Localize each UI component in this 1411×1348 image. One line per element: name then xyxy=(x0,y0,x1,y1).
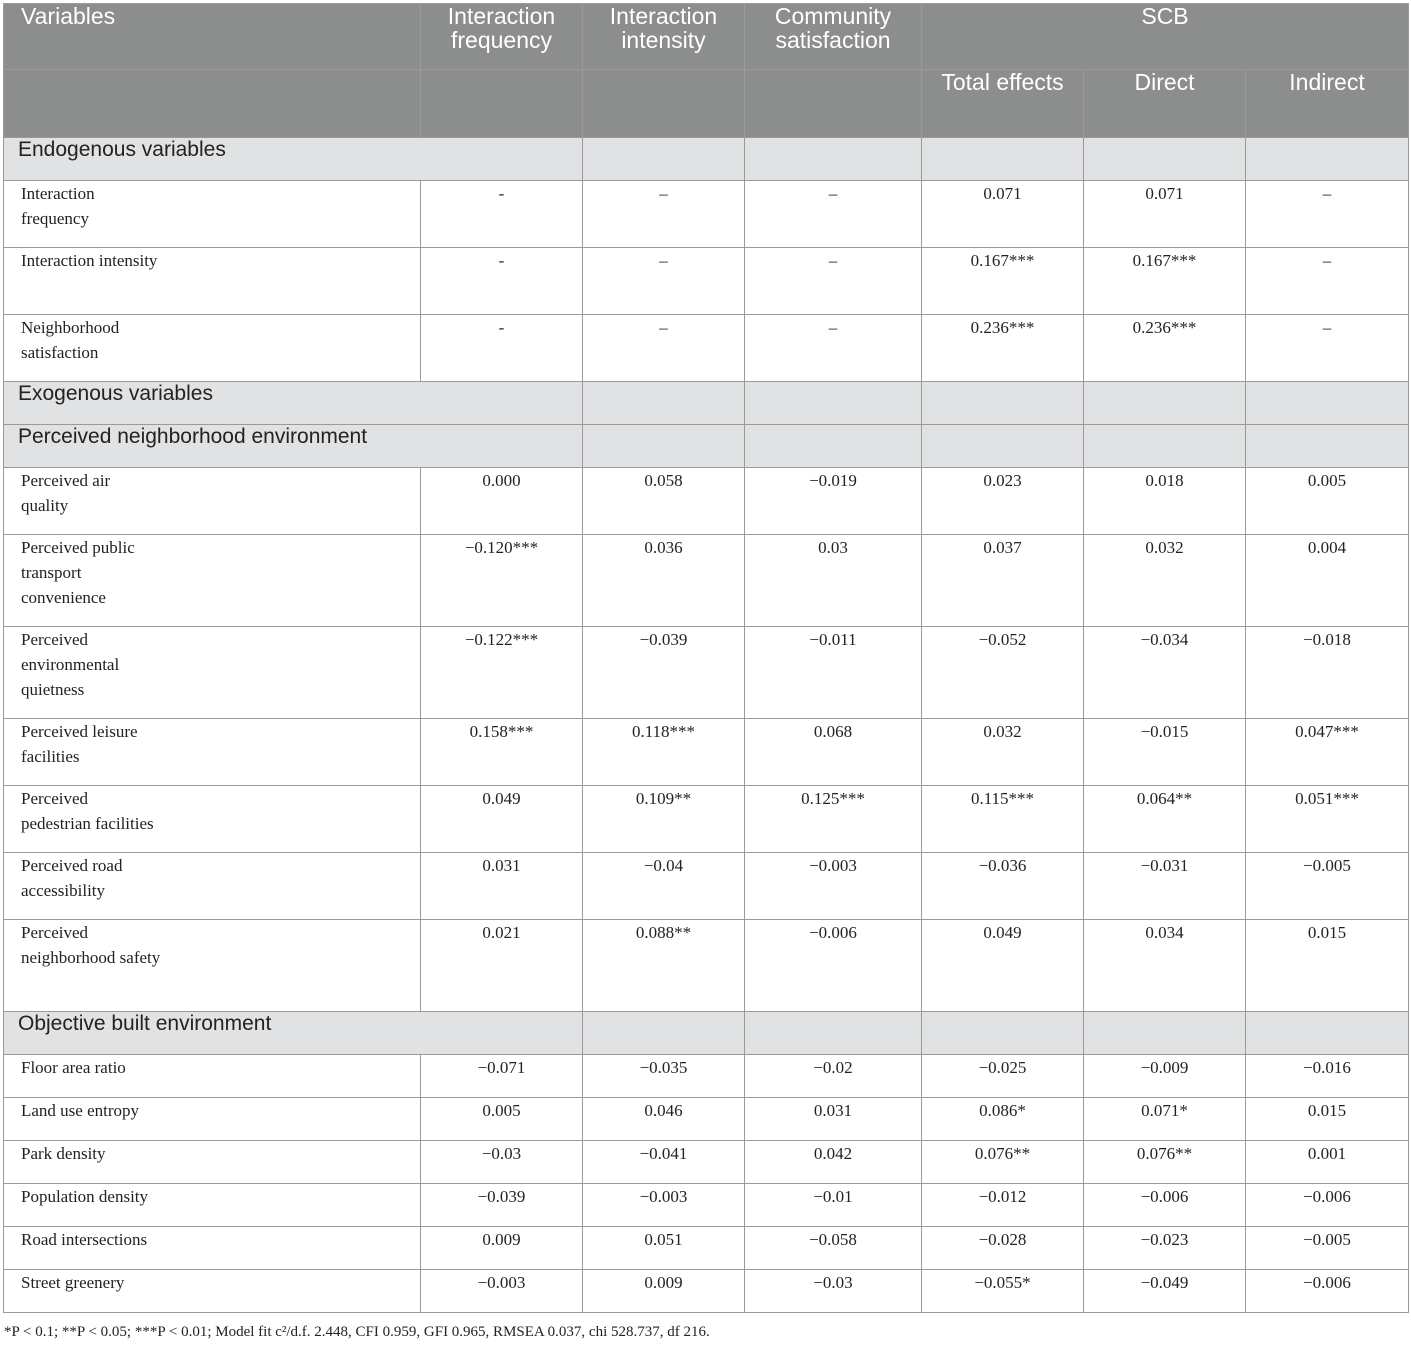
table-cell: −0.034 xyxy=(1084,627,1246,719)
table-cell: 0.064** xyxy=(1084,786,1246,853)
table-cell: 0.049 xyxy=(922,920,1084,1012)
table-row xyxy=(4,535,1409,627)
table-cell: −0.005 xyxy=(1246,1227,1409,1270)
table-cell: −0.036 xyxy=(922,853,1084,920)
table-cell: 0.071 xyxy=(922,181,1084,248)
table-cell: – xyxy=(583,248,745,315)
row-label-text: Perceived leisure facilities xyxy=(21,722,138,766)
row-label xyxy=(4,786,421,853)
row-label xyxy=(4,719,421,786)
table-cell: 0.031 xyxy=(421,853,583,920)
section-label: Exogenous variables xyxy=(4,382,583,425)
table-cell: −0.016 xyxy=(1246,1055,1409,1098)
table-cell: 0.032 xyxy=(922,719,1084,786)
table-row xyxy=(4,786,1409,853)
table-row xyxy=(4,315,1409,382)
row-label xyxy=(4,1270,421,1313)
row-label-text: Neighborhood satisfaction xyxy=(21,318,120,362)
table-cell: 0.125*** xyxy=(745,786,922,853)
table-cell: 0.115*** xyxy=(922,786,1084,853)
row-label xyxy=(4,248,421,315)
section-row-exogenous xyxy=(4,382,1409,425)
header-row-1 xyxy=(4,4,1409,70)
table-cell: −0.055* xyxy=(922,1270,1084,1313)
header-empty xyxy=(421,70,583,138)
col-header-indirect: Indirect xyxy=(1246,70,1409,138)
table-cell: 0.047*** xyxy=(1246,719,1409,786)
row-label xyxy=(4,535,421,627)
table-cell: 0.005 xyxy=(421,1098,583,1141)
header-row-2 xyxy=(4,70,1409,138)
row-label-text: Interaction intensity xyxy=(21,251,158,270)
row-label-text: Perceived road accessibility xyxy=(21,856,123,900)
table-cell: 0.046 xyxy=(583,1098,745,1141)
col-header-community-satisfaction: Community satisfaction xyxy=(745,4,922,70)
table-cell: −0.071 xyxy=(421,1055,583,1098)
table-cell: 0.021 xyxy=(421,920,583,1012)
row-label-text: Floor area ratio xyxy=(21,1058,126,1077)
table-cell: – xyxy=(583,181,745,248)
table-cell: 0.167*** xyxy=(922,248,1084,315)
table-cell: 0.005 xyxy=(1246,468,1409,535)
results-table xyxy=(3,3,1409,1313)
table-cell: −0.006 xyxy=(745,920,922,1012)
table-cell: 0.071* xyxy=(1084,1098,1246,1141)
section-row-perceived xyxy=(4,425,1409,468)
row-label-text: Perceived air quality xyxy=(21,471,111,515)
row-label xyxy=(4,1055,421,1098)
table-row xyxy=(4,1227,1409,1270)
table-cell: −0.058 xyxy=(745,1227,922,1270)
table-cell: 0.236*** xyxy=(1084,315,1246,382)
table-cell: −0.003 xyxy=(421,1270,583,1313)
table-cell: −0.02 xyxy=(745,1055,922,1098)
table-cell: 0.076** xyxy=(922,1141,1084,1184)
table-row xyxy=(4,468,1409,535)
table-cell: 0.088** xyxy=(583,920,745,1012)
table-cell: 0.034 xyxy=(1084,920,1246,1012)
table-cell: −0.052 xyxy=(922,627,1084,719)
row-label xyxy=(4,627,421,719)
table-cell: −0.039 xyxy=(421,1184,583,1227)
table-cell: 0.001 xyxy=(1246,1141,1409,1184)
row-label xyxy=(4,1184,421,1227)
section-row-objective xyxy=(4,1012,1409,1055)
table-cell: −0.006 xyxy=(1084,1184,1246,1227)
section-label: Endogenous variables xyxy=(4,138,583,181)
table-row xyxy=(4,1055,1409,1098)
table-cell: 0.032 xyxy=(1084,535,1246,627)
row-label-text: Land use entropy xyxy=(21,1101,140,1120)
table-cell: 0.018 xyxy=(1084,468,1246,535)
table-row xyxy=(4,181,1409,248)
row-label xyxy=(4,1141,421,1184)
col-header-total-effects: Total effects xyxy=(922,70,1084,138)
table-cell: 0.051*** xyxy=(1246,786,1409,853)
table-cell: −0.009 xyxy=(1084,1055,1246,1098)
row-label xyxy=(4,468,421,535)
table-row xyxy=(4,719,1409,786)
col-header-variables: Variables xyxy=(4,4,421,70)
table-cell: 0.015 xyxy=(1246,920,1409,1012)
table-row xyxy=(4,1098,1409,1141)
table-cell: – xyxy=(745,315,922,382)
table-row xyxy=(4,1270,1409,1313)
table-row xyxy=(4,920,1409,1012)
row-label-text: Perceived neighborhood safety xyxy=(21,923,161,967)
row-label-text: Interaction frequency xyxy=(21,184,95,228)
table-cell: −0.018 xyxy=(1246,627,1409,719)
table-cell: 0.118*** xyxy=(583,719,745,786)
table-cell: - xyxy=(421,248,583,315)
table-cell: 0.023 xyxy=(922,468,1084,535)
row-label xyxy=(4,181,421,248)
row-label xyxy=(4,1098,421,1141)
table-row xyxy=(4,853,1409,920)
row-label-text: Road intersections xyxy=(21,1230,148,1249)
table-cell: −0.028 xyxy=(922,1227,1084,1270)
table-cell: 0.058 xyxy=(583,468,745,535)
col-header-direct: Direct xyxy=(1084,70,1246,138)
header-empty xyxy=(4,70,421,138)
table-cell: – xyxy=(745,248,922,315)
row-label xyxy=(4,853,421,920)
table-cell: −0.012 xyxy=(922,1184,1084,1227)
table-cell: −0.035 xyxy=(583,1055,745,1098)
row-label xyxy=(4,920,421,1012)
table-cell: −0.003 xyxy=(583,1184,745,1227)
row-label-text: Perceived pedestrian facilities xyxy=(21,789,154,833)
row-label-text: Street greenery xyxy=(21,1273,125,1292)
table-cell: −0.031 xyxy=(1084,853,1246,920)
row-label-text: Population density xyxy=(21,1187,149,1206)
table-cell: 0.036 xyxy=(583,535,745,627)
perceived-rows xyxy=(4,468,1409,1012)
table-cell: 0.158*** xyxy=(421,719,583,786)
table-cell: −0.019 xyxy=(745,468,922,535)
table-cell: – xyxy=(1246,181,1409,248)
table-footnote: *P < 0.1; **P < 0.05; ***P < 0.01; Model fit c²/d.f. 2.448, CFI 0.959, GFI 0.965, RMSEA 0.037, chi 528.737, df 216. xyxy=(4,1324,710,1340)
header-empty xyxy=(583,70,745,138)
table-cell: −0.006 xyxy=(1246,1184,1409,1227)
row-label xyxy=(4,1227,421,1270)
section-label: Perceived neighborhood environment xyxy=(4,425,583,468)
table-cell: −0.120*** xyxy=(421,535,583,627)
table-cell: 0.236*** xyxy=(922,315,1084,382)
table-cell: – xyxy=(745,181,922,248)
table-cell: - xyxy=(421,181,583,248)
table-cell: 0.051 xyxy=(583,1227,745,1270)
table-cell: 0.049 xyxy=(421,786,583,853)
table-cell: −0.005 xyxy=(1246,853,1409,920)
table-cell: −0.039 xyxy=(583,627,745,719)
endogenous-rows xyxy=(4,181,1409,382)
table-cell: 0.009 xyxy=(421,1227,583,1270)
table-cell: −0.015 xyxy=(1084,719,1246,786)
table-cell: −0.04 xyxy=(583,853,745,920)
table-cell: 0.009 xyxy=(583,1270,745,1313)
table-row xyxy=(4,627,1409,719)
table-cell: −0.025 xyxy=(922,1055,1084,1098)
table-cell: 0.042 xyxy=(745,1141,922,1184)
table-cell: 0.015 xyxy=(1246,1098,1409,1141)
table-cell: 0.076** xyxy=(1084,1141,1246,1184)
table-cell: −0.011 xyxy=(745,627,922,719)
table-cell: 0.068 xyxy=(745,719,922,786)
col-header-scb: SCB xyxy=(922,4,1409,70)
table-cell: −0.041 xyxy=(583,1141,745,1184)
table-cell: −0.023 xyxy=(1084,1227,1246,1270)
col-header-interaction-frequency: Interaction frequency xyxy=(421,4,583,70)
table-cell: −0.122*** xyxy=(421,627,583,719)
table-cell: −0.01 xyxy=(745,1184,922,1227)
row-label xyxy=(4,315,421,382)
table-cell: 0.037 xyxy=(922,535,1084,627)
section-row-endogenous xyxy=(4,138,1409,181)
table-cell: −0.006 xyxy=(1246,1270,1409,1313)
table-cell: – xyxy=(583,315,745,382)
table-cell: −0.03 xyxy=(745,1270,922,1313)
header-empty xyxy=(745,70,922,138)
table-cell: 0.167*** xyxy=(1084,248,1246,315)
table-cell: – xyxy=(1246,248,1409,315)
row-label-text: Perceived environmental quietness xyxy=(21,630,120,699)
col-header-interaction-intensity: Interaction intensity xyxy=(583,4,745,70)
table-cell: 0.03 xyxy=(745,535,922,627)
table-cell: 0.004 xyxy=(1246,535,1409,627)
table-cell: 0.109** xyxy=(583,786,745,853)
table-row xyxy=(4,248,1409,315)
section-label: Objective built environment xyxy=(4,1012,583,1055)
table-cell: 0.071 xyxy=(1084,181,1246,248)
table-cell: 0.086* xyxy=(922,1098,1084,1141)
row-label-text: Perceived public transport convenience xyxy=(21,538,135,607)
table-cell: - xyxy=(421,315,583,382)
table-cell: −0.049 xyxy=(1084,1270,1246,1313)
objective-rows xyxy=(4,1055,1409,1313)
table-cell: 0.031 xyxy=(745,1098,922,1141)
table-row xyxy=(4,1184,1409,1227)
table-cell: −0.003 xyxy=(745,853,922,920)
table-cell: – xyxy=(1246,315,1409,382)
table-cell: −0.03 xyxy=(421,1141,583,1184)
table-cell: 0.000 xyxy=(421,468,583,535)
table-row xyxy=(4,1141,1409,1184)
row-label-text: Park density xyxy=(21,1144,106,1163)
